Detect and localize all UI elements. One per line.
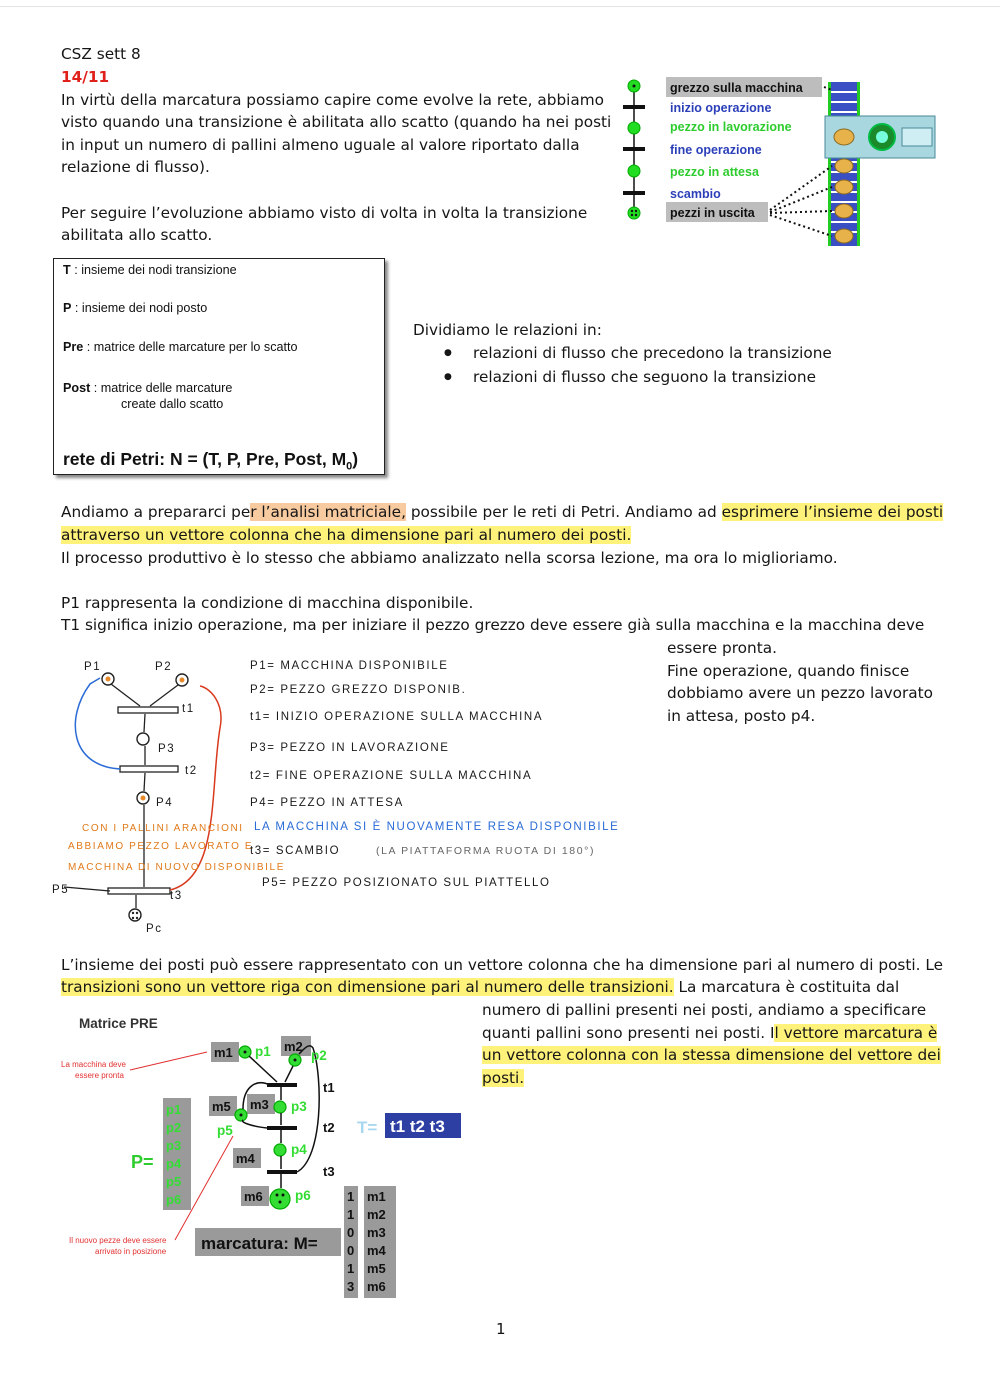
node-label: t3: [170, 890, 183, 902]
M-value: 0: [347, 1225, 355, 1240]
place-label: p3: [291, 1099, 307, 1114]
side-note-line: essere pronta.: [667, 639, 777, 657]
doc-title: CSZ sett 8: [61, 45, 141, 63]
M-value: 1: [347, 1207, 355, 1222]
evolution-line: abilitata allo scatto.: [61, 226, 213, 244]
M-value: 1: [347, 1189, 355, 1204]
P-vector-item: p3: [166, 1138, 182, 1153]
marking-line: posti.: [482, 1069, 525, 1087]
note-machine: essere pronta: [75, 1071, 124, 1080]
M-value: 1: [347, 1261, 355, 1276]
matrix-analysis-line: attraverso un vettore colonna che ha dimensione pari al numero dei posti.: [61, 526, 632, 544]
M-value: 0: [347, 1243, 355, 1258]
legend-line: LA MACCHINA SI È NUOVAMENTE RESA DISPONIBILE: [254, 821, 620, 833]
transition-label: t3: [323, 1164, 335, 1179]
marking-label: marcatura: M=: [201, 1234, 318, 1253]
legend-line: P1= MACCHINA DISPONIBILE: [250, 660, 449, 672]
legend-line: (LA PIATTAFORMA RUOTA DI 180°): [376, 845, 596, 857]
place-label: p5: [217, 1123, 233, 1138]
def-P: P : insieme dei nodi posto: [63, 301, 208, 315]
marking-line: quanti pallini sono presenti nei posti. Il vettore marcatura è: [482, 1024, 938, 1042]
p1-description: P1 rappresenta la condizione di macchina disponibile.: [61, 594, 474, 612]
intro-line: In virtù della marcatura possiamo capire come evolve la rete, abbiamo: [61, 91, 605, 109]
evolution-line: Per seguire l’evoluzione abbiamo visto di volta in volta la transizione: [61, 204, 588, 222]
def-T: T : insieme dei nodi transizione: [63, 263, 237, 277]
note-piece: Il nuovo pezze deve essere: [69, 1236, 167, 1245]
transitions-vector-line: transizioni sono un vettore riga con dimensione pari al numero delle transizioni. La marcatura è costituita dal: [61, 978, 900, 996]
side-note-line: dobbiamo avere un pezzo lavorato: [667, 684, 934, 702]
legend-line: t2= FINE OPERAZIONE SULLA MACCHINA: [250, 770, 533, 782]
T-label: T=: [357, 1118, 378, 1137]
t1-description: T1 significa inizio operazione, ma per iniziare il pezzo grezzo deve essere già sulla macchina e la macchina deve: [61, 616, 925, 634]
P-vector-item: p4: [166, 1156, 182, 1171]
M-name: m5: [367, 1261, 386, 1276]
machine-label: grezzo sulla macchina: [670, 81, 803, 95]
intro-line: in input un numero di pallini almeno uguale al valore riportato dalla: [61, 136, 580, 154]
node-label: P4: [156, 797, 174, 809]
matrix-title: Matrice PRE: [79, 1016, 158, 1031]
def-Post-cont: create dallo scatto: [121, 397, 224, 411]
P-vector-item: p6: [166, 1192, 182, 1207]
m-box-label: m6: [244, 1189, 263, 1204]
definitions-box: [53, 258, 385, 475]
doc-date: 14/11: [61, 68, 110, 86]
legend-line: P3= PEZZO IN LAVORAZIONE: [250, 742, 450, 754]
M-name: m6: [367, 1279, 386, 1294]
M-name: m1: [367, 1189, 386, 1204]
place-label: p1: [255, 1044, 271, 1059]
relations-list: [413, 341, 832, 389]
P-vector-item: p1: [166, 1102, 182, 1117]
place-label: p6: [295, 1188, 311, 1203]
relations-intro: Dividiamo le relazioni in:: [413, 321, 602, 339]
node-label: P5: [52, 884, 70, 896]
node-label: Pc: [146, 923, 163, 935]
legend-line: P2= PEZZO GREZZO DISPONIB.: [250, 684, 467, 696]
matrix-pre-figure: [55, 1008, 475, 1310]
def-Post: Post : matrice delle marcature: [63, 381, 233, 395]
node-label: P3: [158, 743, 176, 755]
place-label: p4: [291, 1142, 307, 1157]
page-number: 1: [496, 1320, 506, 1338]
transition-label: t1: [323, 1080, 335, 1095]
side-note-line: in attesa, posto p4.: [667, 707, 816, 725]
place-label: p2: [311, 1048, 327, 1063]
orange-note-line: ABBIAMO PEZZO LAVORATO E: [68, 841, 254, 852]
M-name: m2: [367, 1207, 386, 1222]
T-vector: t1 t2 t3: [390, 1117, 445, 1136]
petri-net-formula: rete di Petri: N = (T, P, Pre, Post, $M_0$): [63, 449, 359, 473]
M-name: m4: [367, 1243, 386, 1258]
P-label: P=: [131, 1152, 154, 1172]
m-box-label: m4: [236, 1151, 255, 1166]
legend-line: t3= SCAMBIO: [250, 845, 341, 857]
legend-line: P4= PEZZO IN ATTESA: [250, 797, 404, 809]
page-top-border: [0, 0, 1000, 7]
marking-line: numero di pallini presenti nei posti, andiamo a specificare: [482, 1001, 927, 1019]
M-name: m3: [367, 1225, 386, 1240]
machine-label: pezzo in lavorazione: [670, 120, 792, 134]
machine-figure: [620, 74, 940, 258]
legend-line: P5= PEZZO POSIZIONATO SUL PIATTELLO: [262, 877, 551, 889]
list-item: ● relazioni di flusso che seguono la transizione: [413, 365, 832, 389]
note-machine: La macchina deve: [61, 1060, 126, 1069]
matrix-analysis-line: Andiamo a prepararci per l’analisi matriciale, possibile per le reti di Petri. Andiamo ad esprimere l’insieme dei posti: [61, 503, 944, 521]
node-label: t2: [185, 765, 198, 777]
m-box-label: m1: [214, 1045, 233, 1060]
machine-label: pezzo in attesa: [670, 165, 759, 179]
orange-note-line: MACCHINA DI NUOVO DISPONIBILE: [68, 862, 285, 873]
process-line: Il processo produttivo è lo stesso che abbiamo analizzato nella scorsa lezione, ma ora lo miglioriamo.: [61, 549, 838, 567]
handwritten-petri-net: [50, 648, 660, 944]
machine-label: pezzi in uscita: [670, 206, 755, 220]
places-vector-line: L’insieme dei posti può essere rappresentato con un vettore colonna che ha dimensione pari al numero di posti. Le: [61, 956, 944, 974]
intro-line: relazione di flusso).: [61, 158, 210, 176]
legend-line: t1= INIZIO OPERAZIONE SULLA MACCHINA: [250, 711, 544, 723]
machine-label: inizio operazione: [670, 101, 772, 115]
m-box-label: m2: [284, 1039, 303, 1054]
node-label: t1: [182, 703, 195, 715]
note-piece: arrivato in posizione: [95, 1247, 167, 1256]
m-box-label: m5: [212, 1099, 231, 1114]
machine-label: fine operazione: [670, 143, 762, 157]
P-vector-item: p2: [166, 1120, 182, 1135]
m-box-label: m3: [250, 1097, 269, 1112]
marking-line: un vettore colonna con la stessa dimensione del vettore dei: [482, 1046, 941, 1064]
M-value: 3: [347, 1279, 355, 1294]
transition-label: t2: [323, 1120, 335, 1135]
side-note-line: Fine operazione, quando finisce: [667, 662, 910, 680]
list-item: ● relazioni di flusso che precedono la transizione: [413, 341, 832, 365]
orange-note-line: CON I PALLINI ARANCIONI: [82, 823, 244, 834]
machine-label: scambio: [670, 187, 721, 201]
P-vector-item: p5: [166, 1174, 182, 1189]
def-Pre: Pre : matrice delle marcature per lo scatto: [63, 340, 298, 354]
node-label: P1: [84, 661, 102, 673]
intro-line: visto quando una transizione è abilitata allo scatto (quando ha nei posti: [61, 113, 612, 131]
node-label: P2: [155, 661, 173, 673]
